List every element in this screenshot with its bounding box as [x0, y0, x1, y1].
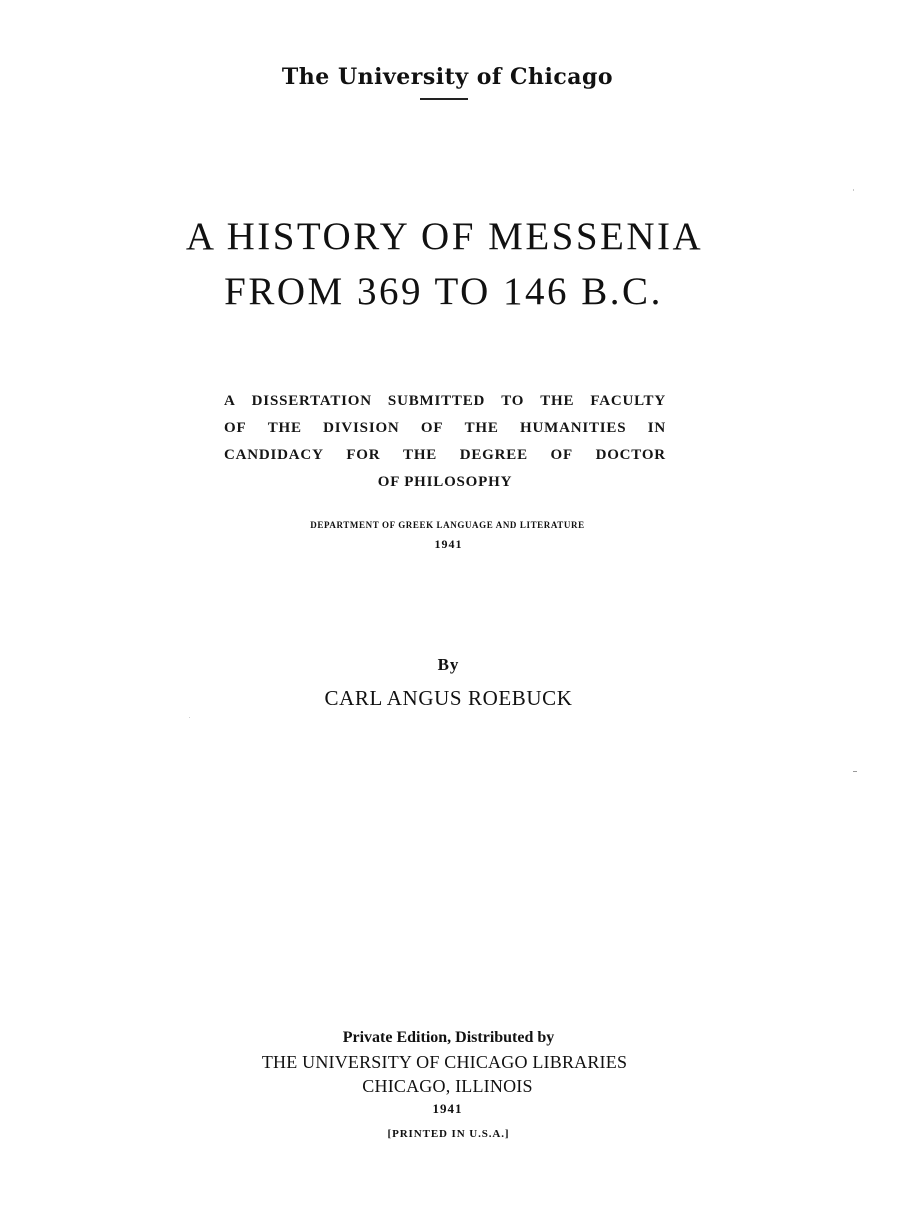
- dissertation-word: A: [224, 393, 236, 409]
- dissertation-word: FOR: [346, 447, 381, 463]
- dissertation-word: CANDIDACY: [224, 447, 324, 463]
- publisher-line: THE UNIVERSITY OF CHICAGO LIBRARIES: [261, 1052, 628, 1072]
- dissertation-word: HUMANITIES: [520, 420, 627, 436]
- scan-speck: [853, 189, 854, 191]
- title-line-2: FROM 369 TO 146 B.C.: [224, 270, 663, 313]
- dissertation-word: DOCTOR: [595, 447, 666, 463]
- edition-line: Private Edition, Distributed by: [342, 1029, 555, 1046]
- dissertation-word: OF: [550, 447, 573, 463]
- dissertation-word: TO: [501, 393, 525, 409]
- dissertation-word: OF PHILOSOPHY: [377, 474, 513, 490]
- dissertation-word: THE: [540, 393, 575, 409]
- by-label: By: [437, 655, 460, 674]
- university-heading: The University of Chicago: [281, 64, 614, 90]
- department-line: DEPARTMENT OF GREEK LANGUAGE AND LITERATURE: [310, 520, 585, 530]
- dissertation-word: OF: [420, 420, 444, 436]
- dissertation-line-2: [224, 415, 666, 442]
- department-year: 1941: [434, 537, 463, 551]
- dissertation-word: THE: [403, 447, 438, 463]
- dissertation-word: DEGREE: [459, 447, 528, 463]
- scan-speck: [853, 771, 857, 772]
- location-line: CHICAGO, ILLINOIS: [362, 1076, 533, 1096]
- dissertation-line-4: [224, 469, 666, 496]
- imprint-year: 1941: [432, 1101, 463, 1116]
- dissertation-word: FACULTY: [590, 393, 666, 409]
- printed-in-line: [PRINTED IN U.S.A.]: [387, 1128, 510, 1140]
- dissertation-word: DIVISION: [323, 420, 400, 436]
- dissertation-word: OF: [224, 420, 247, 436]
- dissertation-word: SUBMITTED: [387, 393, 486, 409]
- dissertation-word: DISSERTATION: [251, 393, 372, 409]
- title-line-1: A HISTORY OF MESSENIA: [185, 215, 704, 258]
- scan-speck: [189, 717, 190, 718]
- dissertation-statement: [224, 388, 666, 496]
- author-name: CARL ANGUS ROEBUCK: [324, 686, 573, 710]
- dissertation-line-1: [224, 388, 666, 415]
- dissertation-word: IN: [647, 420, 666, 436]
- dissertation-line-3: [224, 442, 666, 469]
- dissertation-word: THE: [267, 420, 302, 436]
- dissertation-word: THE: [464, 420, 499, 436]
- heading-rule: [420, 98, 468, 100]
